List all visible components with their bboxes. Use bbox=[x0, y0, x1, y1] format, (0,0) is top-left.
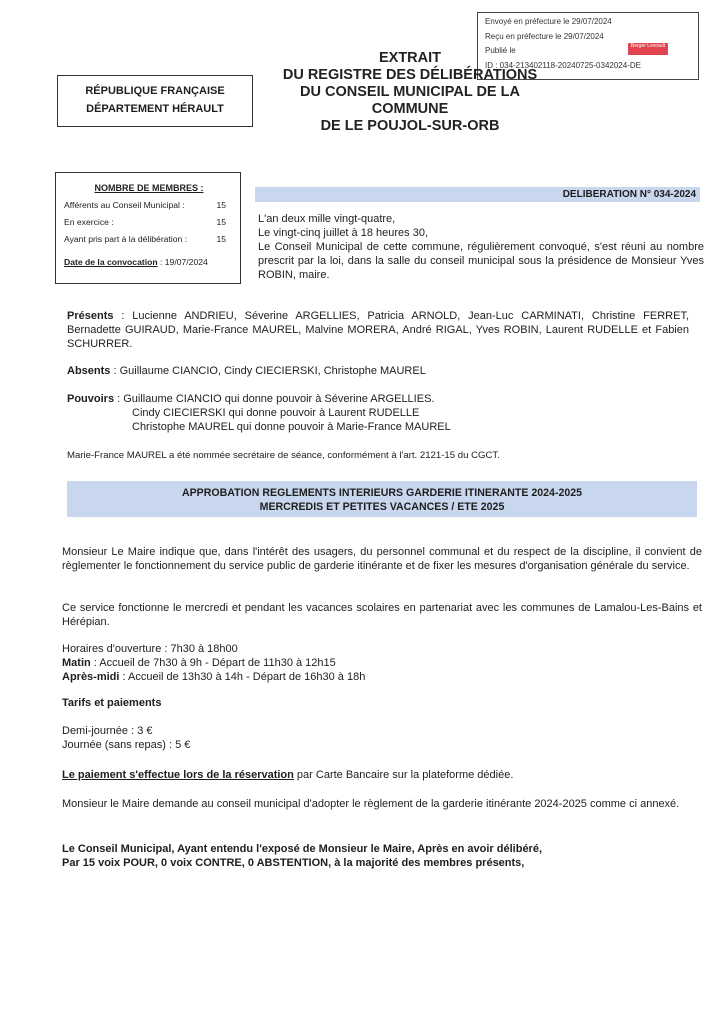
morning-label: Matin bbox=[62, 657, 91, 669]
deliberation-number: DELIBERATION N° 034-2024 bbox=[255, 187, 700, 202]
members-box bbox=[55, 172, 241, 284]
payment-text: par Carte Bancaire sur la plateforme dédiée. bbox=[293, 769, 514, 781]
members-heading: NOMBRE DE MEMBRES : bbox=[94, 183, 204, 193]
body-paragraph bbox=[62, 545, 702, 573]
convocation-label: Date de la convocation bbox=[64, 257, 158, 267]
opening-hours: Horaires d'ouverture : 7h30 à 18h00 bbox=[62, 643, 238, 655]
absents-block bbox=[67, 364, 689, 378]
conclusion-line: Le Conseil Municipal, Ayant entendu l'exposé de Monsieur le Maire, Après en avoir délibéré, bbox=[62, 843, 543, 855]
full-day-price: Journée (sans repas) : 5 € bbox=[62, 739, 191, 751]
half-day-price: Demi-journée : 3 € bbox=[62, 725, 153, 737]
payment-label: Le paiement s'effectue lors de la réservation bbox=[62, 769, 294, 781]
members-row-value: 15 bbox=[216, 234, 226, 244]
conclusion-line: Par 15 voix POUR, 0 voix CONTRE, 0 ABSTENTION, à la majorité des membres présents, bbox=[62, 857, 525, 869]
convocation-value: : 19/07/2024 bbox=[157, 257, 208, 267]
members-row bbox=[64, 197, 234, 214]
presents-label: Présents bbox=[67, 310, 114, 322]
stamp-received: Reçu en préfecture le 29/07/2024 bbox=[485, 31, 604, 41]
berger-levrault-logo: Berger Levrault bbox=[628, 43, 668, 55]
pouvoirs-line: Cindy CIECIERSKI qui donne pouvoir à Laurent RUDELLE bbox=[132, 407, 420, 419]
republique-box bbox=[57, 75, 253, 127]
stamp-sent: Envoyé en préfecture le 29/07/2024 bbox=[485, 17, 612, 26]
schedule-block bbox=[62, 642, 702, 684]
title-line: DU REGISTRE DES DÉLIBÉRATIONS bbox=[282, 67, 538, 83]
document-title bbox=[250, 50, 570, 135]
republique-label: RÉPUBLIQUE FRANÇAISE bbox=[85, 85, 225, 97]
intro-line: Le vingt-cinq juillet à 18 heures 30, bbox=[258, 227, 428, 239]
tarifs-block bbox=[62, 724, 702, 752]
subject-line: MERCREDIS ET PETITES VACANCES / ETE 2025 bbox=[259, 501, 505, 513]
title-line: EXTRAIT bbox=[378, 50, 442, 66]
subject-line: APPROBATION REGLEMENTS INTERIEURS GARDERIE ITINERANTE 2024-2025 bbox=[181, 487, 583, 499]
title-line: COMMUNE bbox=[371, 101, 449, 117]
members-row-label: En exercice : bbox=[64, 217, 114, 227]
intro-line: L'an deux mille vingt-quatre, bbox=[258, 213, 396, 225]
secretaire-line: Marie-France MAUREL a été nommée secrétaire de séance, conformément à l'art. 2121-15 du CGCT. bbox=[67, 450, 500, 461]
presents-text: : Lucienne ANDRIEU, Séverine ARGELLIES, Patricia ARNOLD, Jean-Luc CARMINATI, Christine FERRET, Bernadette GUIRAUD, Marie-France MAUREL, Malvine MORERA, André RIGAL, Yves ROBIN, Laurent RUDELLE et Fabien SCHURRER. bbox=[67, 310, 689, 350]
members-row-value: 15 bbox=[216, 200, 226, 210]
members-row-value: 15 bbox=[216, 217, 226, 227]
conclusion-block bbox=[62, 842, 702, 870]
intro-block bbox=[258, 212, 704, 282]
convocation-date bbox=[64, 254, 234, 271]
members-row-label: Afférents au Conseil Municipal : bbox=[64, 200, 185, 210]
morning-text: : Accueil de 7h30 à 9h - Départ de 11h30 à 12h15 bbox=[90, 657, 336, 669]
intro-line: Le Conseil Municipal de cette commune, régulièrement convoqué, s'est réuni au nombre prescrit par la loi, dans la salle du conseil municipal sous la présidence de Monsieur Yves ROBIN, maire. bbox=[258, 241, 704, 281]
tarifs-heading: Tarifs et paiements bbox=[62, 697, 162, 709]
pouvoirs-block bbox=[67, 392, 689, 434]
absents-text: : Guillaume CIANCIO, Cindy CIECIERSKI, Christophe MAUREL bbox=[110, 365, 426, 377]
departement-label: DÉPARTEMENT HÉRAULT bbox=[86, 103, 224, 115]
members-row bbox=[64, 231, 234, 248]
pouvoirs-line: : Guillaume CIANCIO qui donne pouvoir à Séverine ARGELLIES. bbox=[114, 393, 435, 405]
subject-heading bbox=[67, 481, 697, 517]
stamp-id: ID : 034-213402118-20240725-0342024-DE bbox=[485, 60, 641, 70]
payment-line bbox=[62, 768, 702, 782]
stamp-published: Publié le bbox=[485, 46, 516, 55]
paragraph-partnership: Ce service fonctionne le mercredi et pendant les vacances scolaires en partenariat avec les communes de Lamalou-Les-Bains et Hérépian. bbox=[62, 602, 702, 628]
pouvoirs-label: Pouvoirs bbox=[67, 393, 115, 405]
pouvoirs-line: Christophe MAUREL qui donne pouvoir à Marie-France MAUREL bbox=[132, 421, 451, 433]
members-row-label: Ayant pris part à la délibération : bbox=[64, 234, 188, 244]
paragraph-intro: Monsieur Le Maire indique que, dans l'intérêt des usagers, du personnel communal et du respect de la discipline, il convient de règlementer le fonctionnement du service public de garderie itinérante et de fixer les mesures d'organisation générale du service. bbox=[62, 546, 702, 572]
afternoon-label: Après-midi bbox=[62, 671, 120, 683]
title-line: DU CONSEIL MUNICIPAL DE LA bbox=[300, 84, 520, 100]
presents-block bbox=[67, 309, 689, 351]
absents-label: Absents bbox=[67, 365, 111, 377]
adoption-paragraph bbox=[62, 797, 702, 811]
afternoon-text: : Accueil de 13h30 à 14h - Départ de 16h30 à 18h bbox=[119, 671, 366, 683]
adoption-text: Monsieur le Maire demande au conseil municipal d'adopter le règlement de la garderie itinérante 2024-2025 comme ci annexé. bbox=[62, 798, 680, 810]
body-paragraph bbox=[62, 601, 702, 629]
title-line: DE LE POUJOL-SUR-ORB bbox=[320, 118, 500, 134]
members-row bbox=[64, 214, 234, 231]
